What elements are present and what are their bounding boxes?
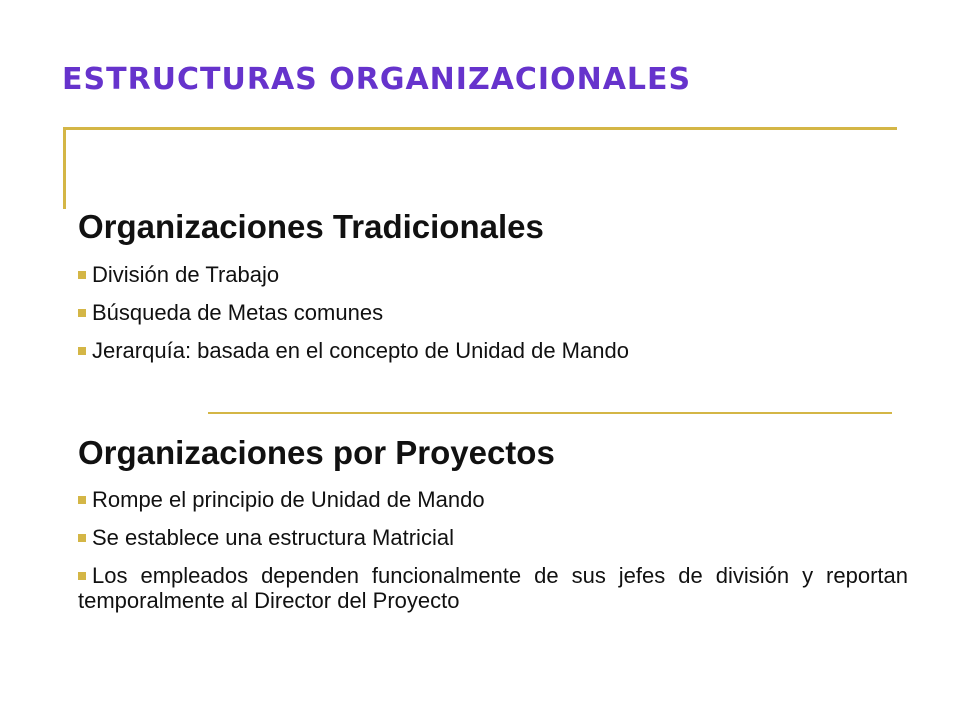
list-item-text: Búsqueda de Metas comunes bbox=[92, 300, 384, 325]
section-divider-rule bbox=[208, 412, 892, 414]
list-item-text: Jerarquía: basada en el concepto de Unidad de Mando bbox=[92, 338, 629, 363]
traditional-bullet-list bbox=[78, 262, 629, 376]
section-heading-traditional: Organizaciones Tradicionales bbox=[78, 208, 544, 245]
square-bullet-icon bbox=[78, 347, 86, 355]
slide-title: ESTRUCTURAS ORGANIZACIONALES bbox=[62, 62, 692, 97]
square-bullet-icon bbox=[78, 271, 86, 279]
square-bullet-icon bbox=[78, 309, 86, 317]
list-item bbox=[78, 563, 908, 613]
square-bullet-icon bbox=[78, 572, 86, 580]
list-item-text: Rompe el principio de Unidad de Mando bbox=[92, 487, 485, 512]
top-horizontal-rule bbox=[63, 127, 897, 130]
square-bullet-icon bbox=[78, 496, 86, 504]
list-item bbox=[78, 487, 908, 512]
square-bullet-icon bbox=[78, 534, 86, 542]
top-vertical-rule bbox=[63, 127, 66, 209]
list-item bbox=[78, 300, 629, 325]
projects-bullet-list bbox=[78, 487, 908, 626]
list-item bbox=[78, 525, 908, 550]
list-item bbox=[78, 262, 629, 287]
list-item-text: Los empleados dependen funcionalmente de sus jefes de división y reportan temporalmente al Director del Proyecto bbox=[78, 563, 908, 613]
list-item-text: División de Trabajo bbox=[92, 262, 280, 287]
list-item bbox=[78, 338, 629, 363]
list-item-text: Se establece una estructura Matricial bbox=[92, 525, 454, 550]
section-heading-projects: Organizaciones por Proyectos bbox=[78, 434, 555, 471]
